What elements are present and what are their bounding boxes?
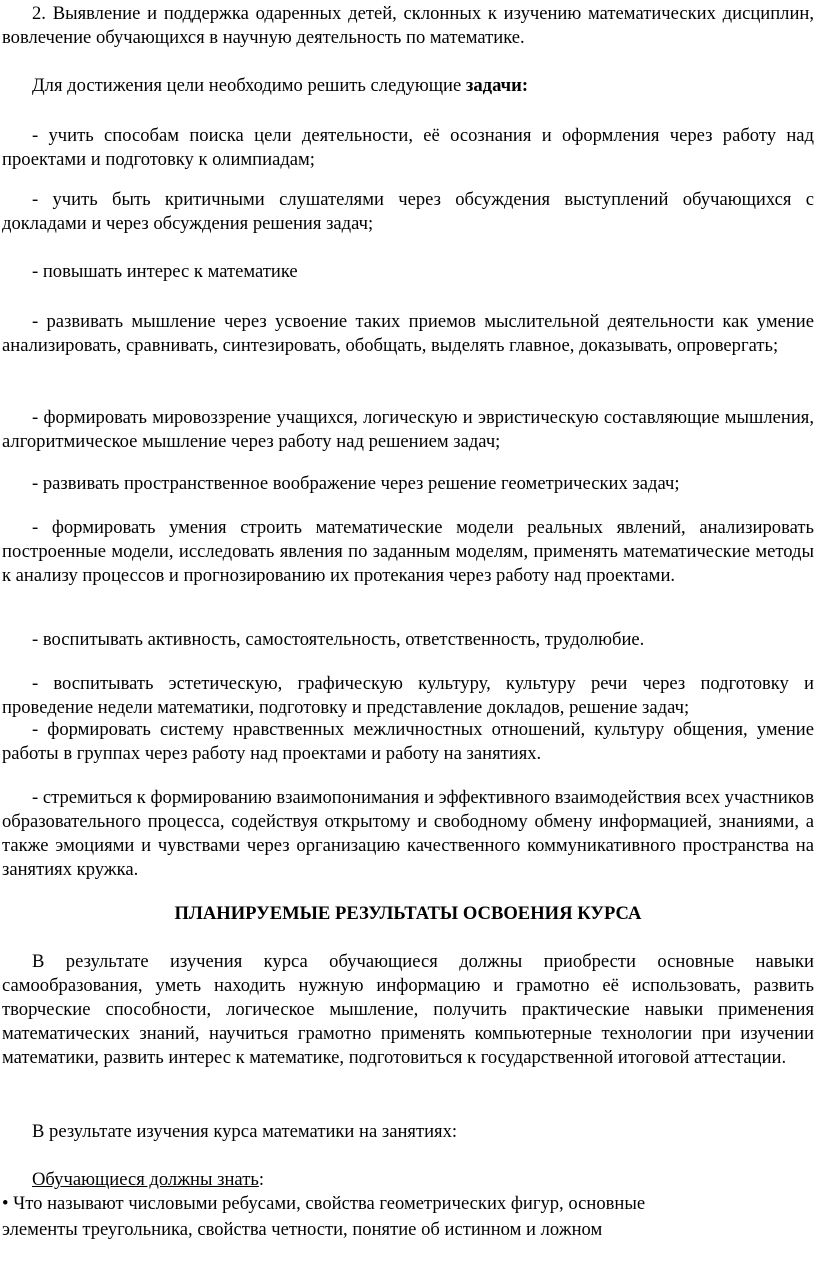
results-paragraph: В результате изучения курса обучающиеся должны приобрести основные навыки самообразования, уметь находить нужную информацию и грамотно её использовать, развить творческие способности, логическое мышление, получить практические навыки применения математических знаний, научиться грамотно применять компьютерные технологии при изучении математики, развить интерес к математике, подготовиться к государственной итоговой аттестации. (2, 951, 814, 1068)
tasks-intro (2, 74, 814, 98)
task-item: - учить быть критичными слушателями через обсуждения выступлений обучающихся с докладами и через обсуждения решения задач; (2, 189, 814, 234)
task-item: - учить способам поиска цели деятельности, её осознания и оформления через работу над проектами и подготовку к олимпиадам; (2, 125, 814, 170)
tasks-intro-bold: задачи: (465, 75, 529, 96)
know-label: Обучающиеся должны знать (32, 1169, 259, 1190)
task-item: - развивать пространственное воображение через решение геометрических задач; (32, 473, 680, 494)
know-colon: : (258, 1169, 264, 1190)
task-item: - воспитывать эстетическую, графическую культуру, культуру речи через подготовку и проведение недели математики, подготовку и представление докладов, решение задач; (2, 673, 814, 718)
task-item: - формировать умения строить математические модели реальных явлений, анализировать построенные модели, исследовать явления по заданным моделям, применять математические методы к анализу процессов и прогнозированию их протекания через работу над проектами. (2, 517, 814, 586)
know-item-line-1: • Что называют числовыми ребусами, свойства геометрических фигур, основные (2, 1193, 646, 1214)
task-item: - развивать мышление через усвоение таких приемов мыслительной деятельности как умение анализировать, сравнивать, синтезировать, обобщать, выделять главное, доказывать, опровергать; (2, 311, 814, 356)
results-intro: В результате изучения курса математики на занятиях: (32, 1121, 458, 1142)
task-item: - формировать систему нравственных межличностных отношений, культуру общения, умение работы в группах через работу над проектами и работу на занятиях. (2, 719, 814, 764)
tasks-intro-text: Для достижения цели необходимо решить следующие (32, 75, 466, 96)
task-item: - стремиться к формированию взаимопонимания и эффективного взаимодействия всех участников образовательного процесса, содействуя открытому и свободному обмену информацией, знаниями, а также эмоциями и чувствами через организацию качественного коммуникативного пространства на занятиях кружка. (2, 787, 814, 880)
know-heading (2, 1168, 814, 1192)
task-item: - формировать мировоззрение учащихся, логическую и эвристическую составляющие мышления, алгоритмическое мышление через работу над решением задач; (2, 407, 814, 452)
results-heading: ПЛАНИРУЕМЫЕ РЕЗУЛЬТАТЫ ОСВОЕНИЯ КУРСА (174, 903, 642, 924)
task-item: - повышать интерес к математике (32, 261, 298, 282)
know-item-line-2: элементы треугольника, свойства четности, понятие об истинном и ложном (2, 1219, 603, 1240)
task-item: - воспитывать активность, самостоятельность, ответственность, трудолюбие. (32, 629, 645, 650)
goal-paragraph: 2. Выявление и поддержка одаренных детей, склонных к изучению математических дисциплин, вовлечение обучающихся в научную деятельность по математике. (2, 3, 814, 48)
